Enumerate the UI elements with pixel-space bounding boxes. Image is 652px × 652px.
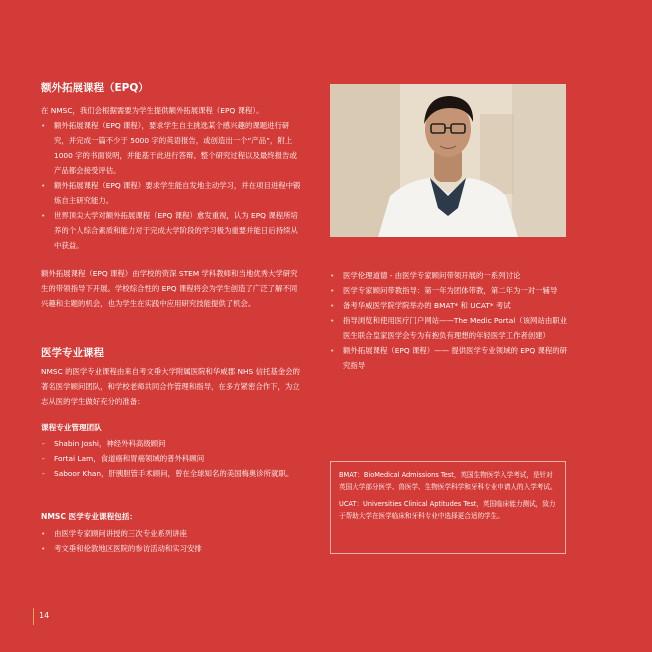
list-item: • 额外拓展课程（EPQ 课程）—— 提供医学专业领域的 EPQ 课程的研究指导 [330,343,568,373]
bmat-note: BMAT：BioMedical Admissions Test，英国生物医学入学考试，是针对英国大学部分医学、兽医学、生物医学科学和牙科专业申请人的入学考试。 [339,471,557,492]
list-item: - Saboor Khan，肝胰胆管手术顾问，曾在全球知名的美国梅奥诊所就职。 [41,466,303,481]
epq-intro: 在 NMSC，我们会根据需要为学生提供额外拓展课程（EPQ 课程）。 [41,106,264,115]
list-item: - Shabin Joshi，神经外科高级顾问 [41,436,303,451]
medical-paragraph: NMSC 的医学专业课程由来自考文垂大学附属医院和华威郡 NHS 信托基金会的著名医学顾问团队，和学校老师共同合作管理和指导，在多方紧密合作下，为立志从医的学生做好充分的准备： [41,367,300,406]
epq-heading: 额外拓展课程（EPQ） [41,82,149,94]
team-list [41,436,303,481]
list-item: - Fortai Lam，食道癌和胃癌领域的普外科顾问 [41,451,303,466]
list-item: • 额外拓展课程（EPQ 课程），要求学生自主挑选某个感兴趣的课题进行研究，并完成一篇不少于 5000 字的英语报告，或创造出一个“产品”，附上 1000 字的书面说明，并能基于此进行答辩。整个研究过程以及最终报告或产品都会接受评估。 [41,118,301,178]
exam-notes-box [330,461,566,554]
list-item: • 世界顶尖大学对额外拓展课程（EPQ 课程）愈发重视，认为 EPQ 课程所培养的个人综合素质和能力对于完成大学阶段的学习极为重要并能日后持续从中获益。 [41,208,301,253]
list-item: • 考文垂和伦敦地区医院的参访活动和实习安排 [41,541,303,556]
epq-paragraph: 额外拓展课程（EPQ 课程）由学校的资深 STEM 学科教师和当地优秀大学研究生的带领指导下开展。学校综合性的 EPQ 课程将会为学生创造了广泛了解不同兴趣和主题的机会，也为学生在实践中应用研究技能提供了机会。 [41,269,298,308]
medical-course-list [330,268,568,373]
medical-heading: 医学专业课程 [41,347,104,359]
student-photo [330,84,566,237]
list-item: • 指导浏览和使用医疗门户网站——The Medic Portal（该网站由职业医生联合皇家医学会专为有抱负有理想的年轻医学工作者创建） [330,313,568,343]
page-number: 14 [39,611,50,620]
student-photo-illustration [330,84,566,237]
team-heading: 课程专业管理团队 [41,423,102,432]
list-item: • 由医学专家顾问讲授的三次专业系列讲座 [41,526,303,541]
includes-list [41,526,303,556]
list-item: • 备考华威医学院学院举办的 BMAT* 和 UCAT* 考试 [330,298,568,313]
list-item: • 额外拓展课程（EPQ 课程）要求学生能自发地主动学习，并在项目进程中锻炼自主研究能力。 [41,178,301,208]
list-item: • 医学伦理道德 - 由医学专家顾问带领开展的一系列讨论 [330,268,568,283]
page-number-rule [33,608,34,625]
epq-bullet-list [41,118,301,253]
ucat-note: UCAT：Universities Clinical Aptitudes Test，英国临床能力测试，致力于帮助大学在医学临床和牙科专业中选择更合适的学生。 [339,499,556,520]
includes-heading: NMSC 医学专业课程包括： [41,512,137,521]
list-item: • 医学专家顾问带教指导：第一年为团体带教，第二年为一对一辅导 [330,283,568,298]
